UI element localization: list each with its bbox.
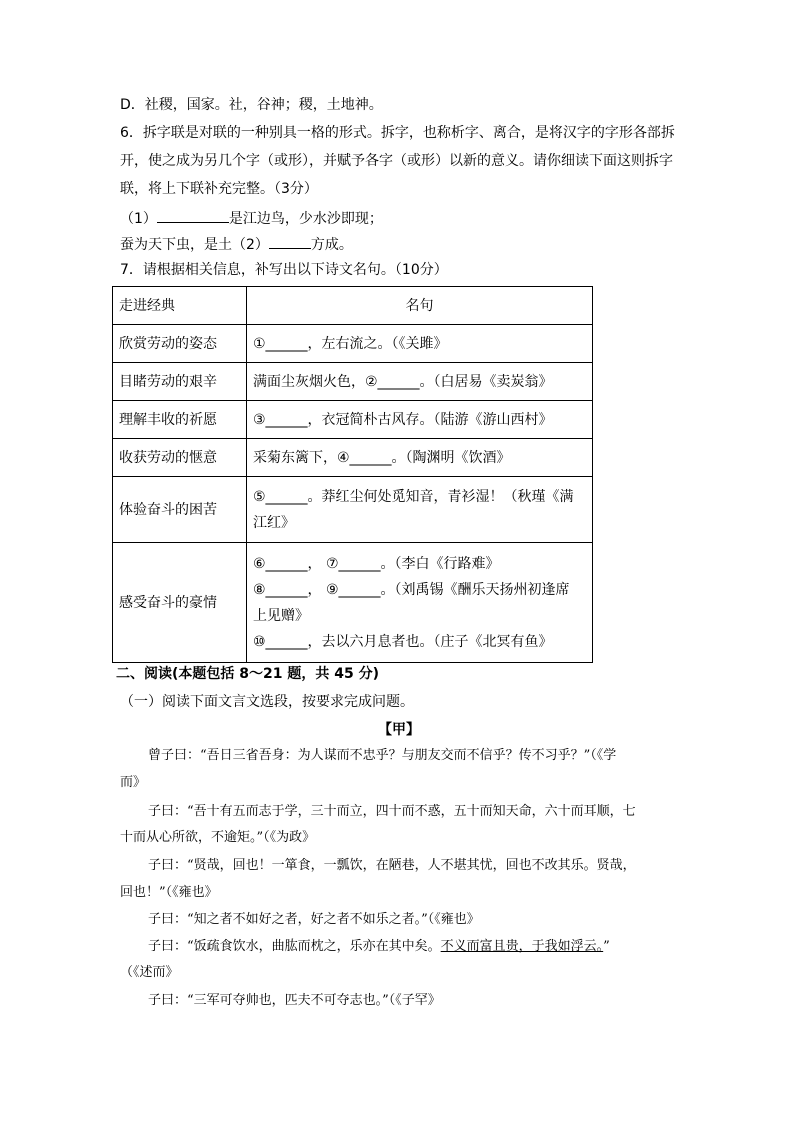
q6-blank2-suffix: 方成。 xyxy=(310,237,353,253)
table-row xyxy=(113,439,593,477)
table-row xyxy=(113,477,593,543)
row-theme: 目睹劳动的艰辛 xyxy=(113,363,247,401)
row-quote[interactable]: 采菊东篱下，④______。（陶渊明《饮酒》 xyxy=(247,439,593,477)
section2-title: 二、阅读(本题包括 8～21 题，共 45 分) xyxy=(116,666,379,682)
q7-title: 7．请根据相关信息，补写出以下诗文名句。（10分） xyxy=(120,262,448,278)
passage-p2b: 十而从心所欲，不逾矩。”（《为政》 xyxy=(120,830,316,845)
quote-line: ⑥______， ⑦______。（李白《行路难》 xyxy=(253,555,500,572)
header-theme: 走进经典 xyxy=(113,287,247,325)
header-quote: 名句 xyxy=(247,287,593,325)
passage-p1b: 而》 xyxy=(120,775,147,790)
quote-line: ⑩______，去以六月息者也。（庄子《北冥有鱼》 xyxy=(253,633,553,650)
q6-line1: 6．拆字联是对联的一种别具一格的形式。拆字，也称析字、离合，是将汉字的字形各部拆 xyxy=(120,125,675,141)
passage-p3a: 子曰：“贤哉，回也！一箪食，一瓢饮，在陋巷，人不堪其忧，回也不改其乐。贤哉， xyxy=(148,858,636,873)
quote-line: 上见赠》 xyxy=(253,607,309,624)
q6-line2: 开，使之成为另几个字（或形），并赋予各字（或形）以新的意义。请你细读下面这则拆字 xyxy=(120,153,673,169)
row-theme: 欣赏劳动的姿态 xyxy=(113,325,247,363)
row-quote[interactable] xyxy=(247,543,593,663)
q6-lower-couplet xyxy=(120,233,353,255)
table-row xyxy=(113,325,593,363)
passage-p3b: 回也！”（《雍也》 xyxy=(120,885,218,900)
table-row xyxy=(113,543,593,663)
q6-upper-couplet xyxy=(120,207,383,229)
table-header-row xyxy=(113,287,593,325)
q6-blank1[interactable] xyxy=(157,207,229,223)
table-row xyxy=(113,401,593,439)
row-quote[interactable]: ③______，衣冠简朴古风存。（陆游《游山西村》 xyxy=(247,401,593,439)
q6-line3: 联，将上下联补充完整。（3分） xyxy=(120,181,318,197)
q6-blank2[interactable] xyxy=(269,233,311,249)
row-theme: 体验奋斗的困苦 xyxy=(113,477,247,543)
row-theme: 收获劳动的惬意 xyxy=(113,439,247,477)
q6-blank1-suffix: 是江边鸟，少水沙即现； xyxy=(228,211,383,227)
row-quote[interactable]: ①______，左右流之。（《关雎》 xyxy=(247,325,593,363)
passage-p4: 子曰：“知之者不如好之者，好之者不如乐之者。”（《雍也》 xyxy=(148,912,480,927)
passage-p5a-3: ” xyxy=(603,939,610,954)
passage-p1a: 曾子曰：“吾日三省吾身：为人谋而不忠乎？与朋友交而不信乎？传不习乎？”（《学 xyxy=(148,748,617,763)
option-d-text: D．社稷，国家。社，谷神；稷，土地神。 xyxy=(120,97,383,113)
poem-table xyxy=(112,286,593,663)
passage-jia-label: 【甲】 xyxy=(378,722,420,738)
row-theme: 理解丰收的祈愿 xyxy=(113,401,247,439)
row-quote[interactable] xyxy=(247,477,593,543)
q6-blank1-prefix: （1） xyxy=(120,211,157,227)
q6-blank2-prefix: 蚕为天下虫，是土（2） xyxy=(120,237,269,253)
passage-p5b: （《述而》 xyxy=(120,965,179,980)
quote-line: ⑤______。莽红尘何处觅知音，青衫湿！（秋瑾《满 xyxy=(253,488,574,505)
passage-p6: 子曰：“三军可夺帅也，匹夫不可夺志也。”（《子罕》 xyxy=(148,993,441,1008)
underlined-sentence: 不义而富且贵，于我如浮云。 xyxy=(440,939,604,954)
row-quote[interactable]: 满面尘灰烟火色，②______。（白居易《卖炭翁》 xyxy=(247,363,593,401)
quote-line: ⑧______， ⑨______。（刘禹锡《酬乐天扬州初逢席 xyxy=(253,581,570,598)
quote-line: 江红》 xyxy=(253,514,295,531)
row-theme: 感受奋斗的豪情 xyxy=(113,543,247,663)
table-row xyxy=(113,363,593,401)
passage-p2a: 子曰：“吾十有五而志于学，三十而立，四十而不惑，五十而知天命，六十而耳顺，七 xyxy=(148,804,636,819)
passage-p5a xyxy=(148,937,610,957)
section2-subtitle: （一）阅读下面文言文选段，按要求完成问题。 xyxy=(120,694,414,710)
passage-p5a-1: 子曰：“饭疏食饮水，曲肱而枕之，乐亦在其中矣。 xyxy=(148,939,441,954)
